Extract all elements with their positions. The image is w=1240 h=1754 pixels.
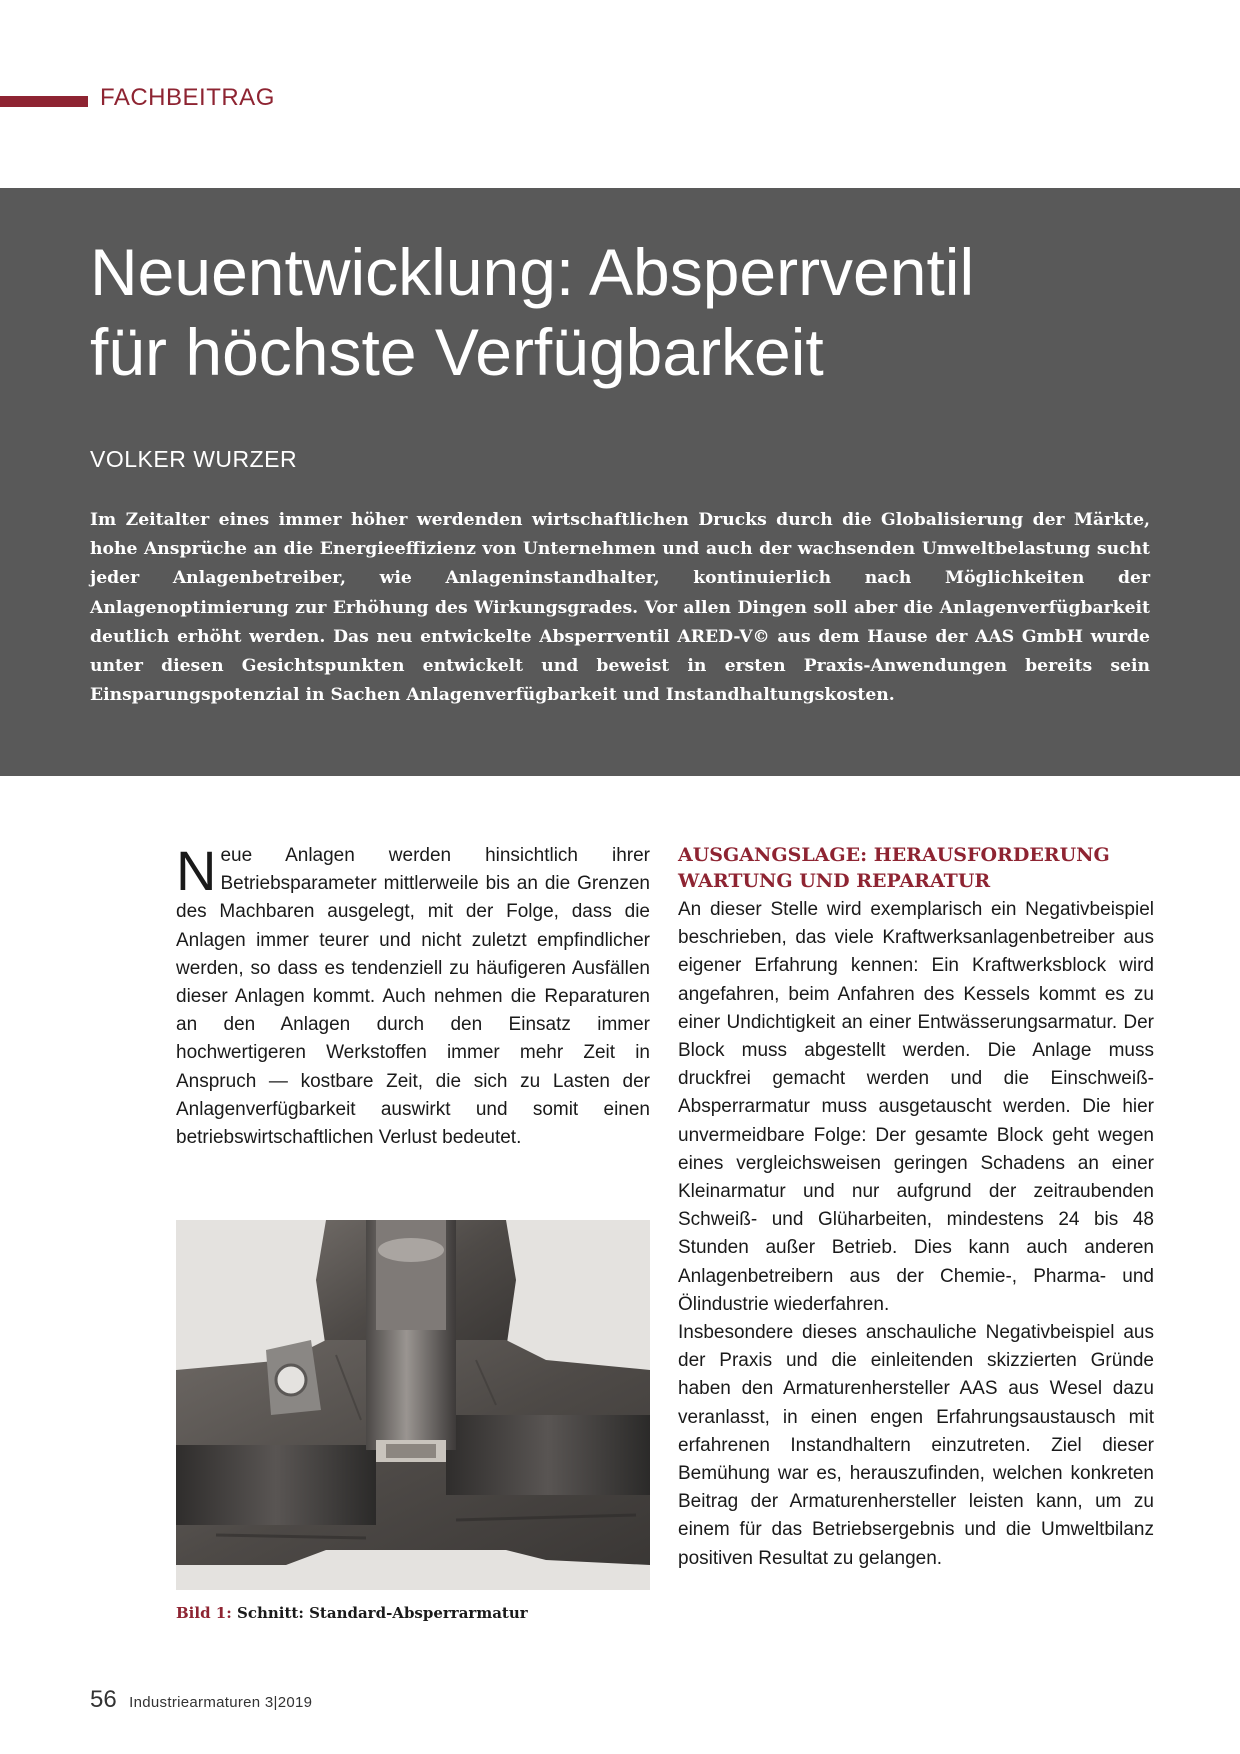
right-column bbox=[678, 842, 1154, 1573]
section-accent-bar bbox=[0, 96, 88, 107]
left-column-text: eue Anlagen werden hinsichtlich ihrer Betriebsparameter mittlerweile bis an die Grenzen des Machbaren ausgelegt, mit der Folge, dass die Anlagen immer teurer und nicht zuletzt empfindlicher werden, so dass es tendenziell zu häufigeren Ausfällen dieser Anlagen kommt. Auch nehmen die Reparaturen an den Anlagen durch den Einsatz immer hochwertigeren Werkstoffen immer mehr Zeit in Anspruch — kostbare Zeit, die sich zu Lasten der Anlagenverfügbarkeit auswirkt und somit einen betriebswirtschaftlichen Verlust bedeutet. bbox=[176, 845, 650, 1149]
headline-line-2: für höchste Verfügbarkeit bbox=[90, 315, 824, 389]
paragraph-2: Insbesondere dieses anschauliche Negativbeispiel aus der Praxis und die einleitenden skizzierten Gründe haben den Armaturenhersteller AAS aus Wesel dazu veranlasst, in einen engen Erfahrungsaustausch mit erfahrenen Instandhaltern einzutreten. Ziel dieser Bemühung war es, herauszufinden, welchen konkreten Beitrag der Armaturenhersteller leisten kann, um zu einem für das Betriebsergebnis und die Umweltbilanz positiven Resultat zu gelangen. bbox=[678, 1322, 1154, 1569]
figure-caption-label: Bild 1: bbox=[176, 1604, 232, 1622]
journal-issue: Industriearmaturen 3|2019 bbox=[129, 1694, 313, 1711]
page-number: 56 bbox=[90, 1686, 117, 1713]
article-lead: Im Zeitalter eines immer höher werdenden wirtschaftlichen Drucks durch die Globalisierung der Märkte, hohe Ansprüche an die Energieeffizienz von Unternehmen und auch der wachsenden Umweltbelastung sucht jeder Anlagenbetreiber, wie Anlageninstandhalter, kontinuierlich nach Möglichkeiten der Anlagenoptimierung zur Erhöhung des Wirkungsgrades. Vor allen Dingen soll aber die Anlagenverfügbarkeit deutlich erhöht werden. Das neu entwickelte Absperrventil ARED-V© aus dem Hause der AAS GmbH wurde unter diesen Gesichtspunkten entwickelt und beweist in ersten Praxis-Anwendungen bereits sein Einsparungspotenzial in Sachen Anlagenverfügbarkeit und Instandhaltungskosten. bbox=[90, 510, 1150, 706]
figure-caption bbox=[176, 1604, 528, 1622]
figure-caption-text: Schnitt: Standard-Absperrarmatur bbox=[237, 1604, 528, 1622]
page-footer bbox=[90, 1686, 312, 1714]
left-column bbox=[176, 839, 650, 1152]
headline-line-1: Neuentwicklung: Absperrventil bbox=[90, 235, 975, 309]
article-headline bbox=[90, 232, 1190, 392]
subheading-line-2: WARTUNG UND REPARATUR bbox=[678, 870, 991, 892]
author-byline: VOLKER WURZER bbox=[90, 446, 298, 472]
section-label: FACHBEITRAG bbox=[100, 84, 275, 111]
subheading-line-1: AUSGANGSLAGE: HERAUSFORDERUNG bbox=[678, 844, 1110, 866]
section-subheading bbox=[678, 842, 1154, 894]
paragraph-1: An dieser Stelle wird exemplarisch ein Negativbeispiel beschrieben, das viele Kraftwerksanlagenbetreiber aus eigener Erfahrung kennen: Ein Kraftwerksblock wird angefahren, beim Anfahren des Kessels kommt es zu einer Undichtigkeit an einer Entwässerungsarmatur. Der Block muss abgestellt werden. Die Anlage muss druckfrei gemacht werden und die Einschweiß-Absperrarmatur muss ausgetauscht werden. Die hier unvermeidbare Folge: Der gesamte Block geht wegen eines vergleichsweisen geringen Schadens an einer Kleinarmatur und nur aufgrund der zeitraubenden Schweiß- und Glüharbeiten, mindestens 24 bis 48 Stunden außer Betrieb. Dies kann auch anderen Anlagenbetreibern aus der Chemie-, Pharma- und Ölindustrie wiederfahren. bbox=[678, 899, 1154, 1315]
valve-cross-section-photo bbox=[176, 1220, 650, 1590]
drop-cap: N bbox=[176, 839, 217, 902]
